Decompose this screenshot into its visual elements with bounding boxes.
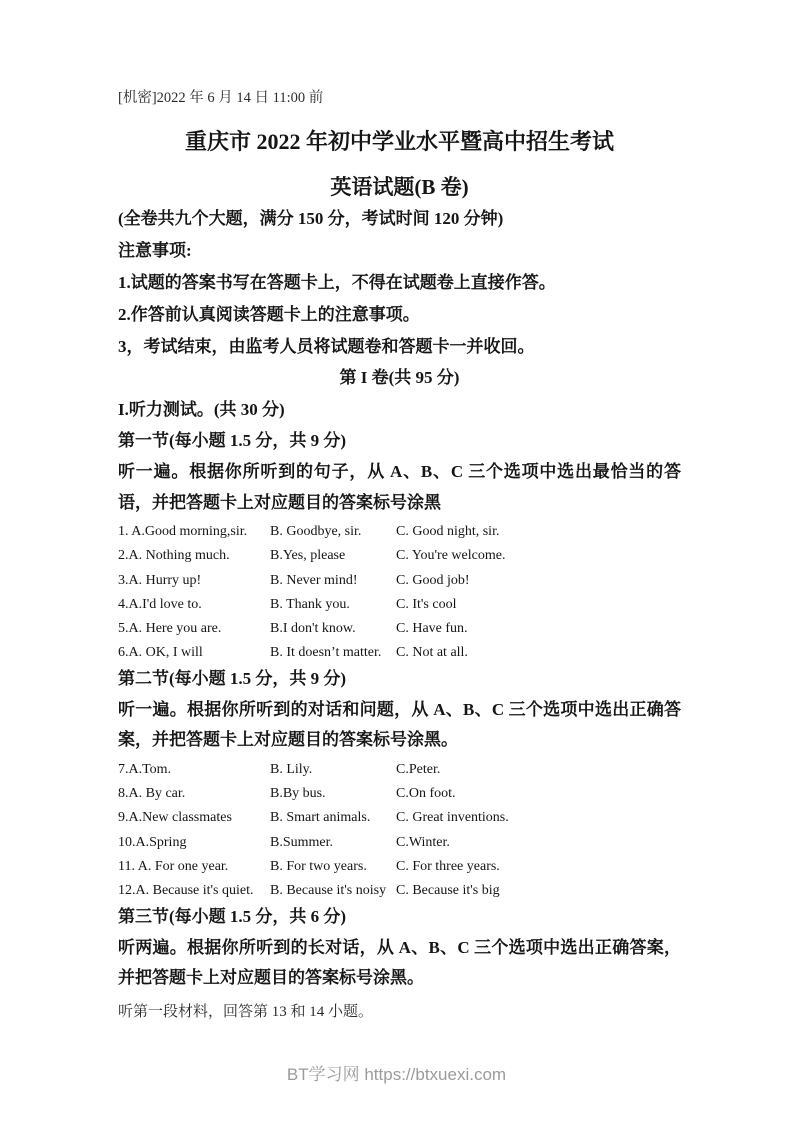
question-1-option-c: C. Good night, sir. [396,524,500,539]
question-8-option-c: C.On foot. [396,786,456,802]
question-12-option-c: C. Because it's big [396,883,500,899]
question-1-option-a: 1. A.Good morning,sir. [118,524,248,539]
question-7-option-b: B. Lily. [270,761,313,777]
part2-question-list [118,758,681,904]
page-title: 重庆市 2022 年初中学业水平暨高中招生考试 [184,129,614,154]
question-9-option-a: 9.A.New classmates [118,810,232,826]
question-5-option-b: B.I don't know. [270,621,356,637]
question-row-3 [118,569,681,593]
page-subtitle: 英语试题(B 卷) [330,175,469,199]
question-4-option-c: C. It's cool [396,596,457,612]
question-row-5 [118,617,681,641]
part1-heading: 第一节(每小题 1.5 分，共 9 分) [118,431,347,450]
question-12-option-b: B. Because it's noisy [270,883,387,899]
question-row-10 [118,831,681,855]
question-10-option-c: C.Winter. [396,834,450,850]
question-2-option-c: C. You're welcome. [396,548,506,564]
question-4-option-a: 4.A.I'd love to. [118,596,202,612]
part1-question-list [118,520,681,666]
question-11-option-a: 11. A. For one year. [118,858,229,874]
question-2-option-b: B.Yes, please [270,548,346,564]
exam-info-line: (全卷共九个大题，满分 150 分，考试时间 120 分钟) [118,209,504,228]
question-6-option-a: 6.A. OK, I will [118,645,203,661]
question-4-option-b: B. Thank you. [270,596,350,612]
part1-instructions: 听一遍。根据你所听到的句子，从 A、B、C 三个选项中选出最恰当的答语，并把答题卡上对应题目的答案标号涂黑 [118,462,681,512]
question-5-option-c: C. Have fun. [396,621,468,637]
question-row-11 [118,855,681,879]
question-2-option-a: 2.A. Nothing much. [118,548,230,564]
question-3-option-c: C. Good job! [396,572,470,588]
question-5-option-a: 5.A. Here you are. [118,621,222,637]
note-item-1: 1.试题的答案书写在答题卡上，不得在试题卷上直接作答。 [118,273,556,292]
question-6-option-c: C. Not at all. [396,645,468,661]
question-10-option-b: B.Summer. [270,834,334,850]
question-row-9 [118,806,681,830]
watermark-footer: BT学习网 https://btxuexi.com [286,1065,507,1084]
question-8-option-b: B.By bus. [270,786,326,802]
question-row-12 [118,879,681,903]
question-7-option-c: C.Peter. [396,761,441,777]
question-row-1 [118,520,681,544]
note-item-2: 2.作答前认真阅读答题卡上的注意事项。 [118,305,420,324]
question-row-7 [118,758,681,782]
question-row-6 [118,641,681,665]
part3-heading: 第三节(每小题 1.5 分，共 6 分) [118,906,347,926]
question-11-option-b: B. For two years. [270,858,367,874]
question-9-option-c: C. Great inventions. [396,810,509,826]
part3-instructions: 听两遍。根据你所听到的长对话，从 A、B、C 三个选项中选出正确答案，并把答题卡上对应题目的答案标号涂黑。 [118,937,681,988]
question-row-4 [118,593,681,617]
notes-heading: 注意事项: [118,241,192,260]
question-9-option-b: B. Smart animals. [270,810,371,826]
question-8-option-a: 8.A. By car. [118,786,186,802]
question-row-2 [118,544,681,568]
material-note: 听第一段材料，回答第 13 和 14 小题。 [118,1003,374,1020]
question-row-8 [118,782,681,806]
note-item-3: 3，考试结束，由监考人员将试题卷和答题卡一并收回。 [118,337,535,356]
question-6-option-b: B. It doesn’t matter. [270,645,382,661]
part2-heading: 第二节(每小题 1.5 分，共 9 分) [118,668,347,688]
confidential-header: [机密]2022 年 6 月 14 日 11:00 前 [118,90,324,106]
question-3-option-a: 3.A. Hurry up! [118,572,202,588]
question-1-option-b: B. Goodbye, sir. [270,524,362,539]
question-10-option-a: 10.A.Spring [118,834,187,850]
question-7-option-a: 7.A.Tom. [118,761,172,777]
question-3-option-b: B. Never mind! [270,572,358,588]
question-12-option-a: 12.A. Because it's quiet. [118,883,254,899]
question-11-option-c: C. For three years. [396,858,500,874]
volume-heading: 第 I 卷(共 95 分) [339,368,460,387]
listening-section-heading: I.听力测试。(共 30 分) [118,400,285,419]
part2-instructions: 听一遍。根据你所听到的对话和问题，从 A、B、C 三个选项中选出正确答案，并把答题卡上对应题目的答案标号涂黑。 [118,699,681,750]
